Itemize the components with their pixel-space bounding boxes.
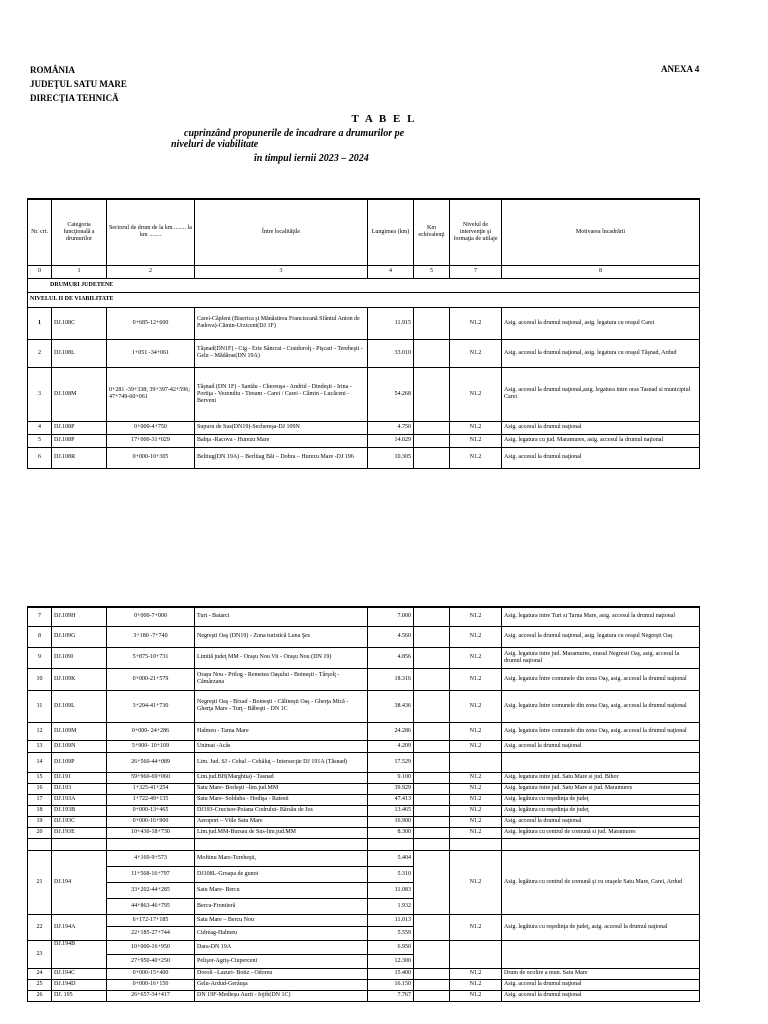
col-num-2: 2 — [107, 265, 195, 278]
cell-localities: Pelişor-Agriş-Ciuperceni — [195, 954, 368, 968]
institution-header — [30, 63, 127, 105]
cell-equivalent-km — [414, 783, 450, 794]
cell-nr: 6 — [28, 447, 52, 468]
cell-localities: Satu Mare- Bercu — [195, 882, 368, 898]
cell-nr: 7 — [28, 607, 52, 626]
cell-localities — [195, 838, 368, 850]
cell-category: DJ.193A — [52, 794, 107, 805]
cell-motivation — [502, 940, 700, 968]
table-row — [28, 421, 700, 434]
cell-level: N1.2 — [450, 740, 502, 752]
cell-localities: Tăşnad (DN 1F) - Santău - Chereuşa - Andrid - Dindeşti - Irina - Portiţa - Vezendiu - Tiream - Carei / Carei - Cămin - Lucăceni - Berveni — [195, 367, 368, 421]
cell-equivalent-km — [414, 914, 450, 940]
cell-localities: Dara-DN 19A — [195, 940, 368, 954]
table-row — [28, 722, 700, 740]
cell-level: N1.2 — [450, 968, 502, 979]
cell-localities: DJ193-Crucisor-Poiana Codrului- Bârsău de Jos — [195, 805, 368, 816]
cell-nr: 11 — [28, 690, 52, 722]
roads-table-part-2 — [27, 606, 700, 1002]
cell-nr: 13 — [28, 740, 52, 752]
cell-nr: 16 — [28, 783, 52, 794]
cell-level: N1.2 — [450, 647, 502, 668]
cell-category: DJ.108P — [52, 434, 107, 447]
cell-equivalent-km — [414, 772, 450, 783]
cell-nr: 17 — [28, 794, 52, 805]
cell-equivalent-km — [414, 805, 450, 816]
cell-equivalent-km — [414, 722, 450, 740]
cell-category: DJ.109H — [52, 607, 107, 626]
cell-level: N1.2 — [450, 772, 502, 783]
cell-length: 38.436 — [368, 690, 414, 722]
cell-level: N1.2 — [450, 783, 502, 794]
cell-motivation: Asig. accesul la drumul naţional, asig. legatura cu oraşul Negreşti Oaş — [502, 626, 700, 647]
cell-localities: Babţa -Racova - Hurezu Mare — [195, 434, 368, 447]
cell-nr: 8 — [28, 626, 52, 647]
cell-category: DJ.108C — [52, 307, 107, 339]
cell-sector: 0+000-16+900 — [107, 816, 195, 827]
col-header-nr: Nr. crt. — [28, 199, 52, 265]
cell-category — [52, 838, 107, 850]
table-row — [28, 816, 700, 827]
cell-category: DJ.109K — [52, 668, 107, 690]
cell-length: 17.529 — [368, 752, 414, 772]
cell-localities: DN 19F-Medieşu Aurit - Iojib(DN 1C) — [195, 990, 368, 1001]
cell-length: 4.209 — [368, 740, 414, 752]
cell-category: DJ.109N — [52, 740, 107, 752]
cell-category: DJ.194D — [52, 979, 107, 990]
cell-sector: 11+568-16+797 — [107, 866, 195, 882]
cell-localities: Gelu-Ardud-Gerăuşa — [195, 979, 368, 990]
col-num-0: 0 — [28, 265, 52, 278]
cell-length: 8.300 — [368, 827, 414, 838]
document-title: T A B E L — [351, 113, 417, 125]
cell-level — [450, 752, 502, 772]
col-header-category: Categoria funcţională a drumurilor — [52, 199, 107, 265]
cell-level: N1.2 — [450, 914, 502, 940]
header-country: ROMÂNIA — [30, 65, 75, 75]
cell-equivalent-km — [414, 740, 450, 752]
cell-sector: 10+000-16+950 — [107, 940, 195, 954]
cell-localities: Satu Mare – Bercu Nou — [195, 914, 368, 926]
cell-sector: 59+960-69+060 — [107, 772, 195, 783]
table-row — [28, 447, 700, 468]
cell-nr: 10 — [28, 668, 52, 690]
cell-length: 4.750 — [368, 421, 414, 434]
cell-level: N1.2 — [450, 816, 502, 827]
table-row — [28, 434, 700, 447]
title-line-3: în timpul iernii 2023 – 2024 — [254, 153, 369, 164]
cell-length: 14.029 — [368, 434, 414, 447]
cell-sector: 0+000-15+400 — [107, 968, 195, 979]
section-row-roads — [28, 278, 700, 292]
title-line-1: cuprinzând propunerile de încadrare a drumurilor pe — [184, 128, 405, 139]
cell-localities: Negreşti Oaş - Bixad - Boineşti - Călineşti Oaş - Gherţa Mică - Gherţa Mare - Turţ - Băbeşti - DN 1C — [195, 690, 368, 722]
cell-length: 4.856 — [368, 647, 414, 668]
cell-length: 33.010 — [368, 339, 414, 367]
cell-nr: 23 — [28, 940, 52, 968]
cell-localities: Carei-Căpleni (Biserica şi Mănăstirea Franciscană Sfântul Anton de Padova)-Cămin-Urziceni(DJ 1F) — [195, 307, 368, 339]
cell-nr: 26 — [28, 990, 52, 1001]
cell-category: DJ.194 — [52, 850, 107, 914]
cell-nr: 20 — [28, 827, 52, 838]
cell-sector: 27+950-40+250 — [107, 954, 195, 968]
cell-localities: Oraşu Nou - Prilog - Remetea Oaşului - Boineşti - Târşolţ - Cămârzana — [195, 668, 368, 690]
cell-nr: 5 — [28, 434, 52, 447]
cell-level: N1.2 — [450, 339, 502, 367]
cell-level: N1.2 — [450, 722, 502, 740]
header-county: JUDEŢUL SATU MARE — [30, 79, 127, 89]
cell-equivalent-km — [414, 968, 450, 979]
table-row — [28, 647, 700, 668]
cell-category: DJ.108L — [52, 339, 107, 367]
cell-motivation: Asig. accesul la drumul naţional — [502, 816, 700, 827]
roads-table-part-1 — [27, 198, 700, 469]
cell-length: 39.929 — [368, 783, 414, 794]
cell-sector: 5+900- 10+109 — [107, 740, 195, 752]
cell-category: DJ.191 — [52, 772, 107, 783]
cell-nr: 18 — [28, 805, 52, 816]
cell-localities: Doroli –Lazuri- Botiz - Odoreu — [195, 968, 368, 979]
cell-level: N1.2 — [450, 421, 502, 434]
cell-nr: 14 — [28, 752, 52, 772]
cell-equivalent-km — [414, 752, 450, 772]
table-row — [28, 990, 700, 1001]
table-body-part-2 — [28, 607, 700, 1001]
cell-motivation: Asig. legătura cu reşedinţa de judeţ — [502, 794, 700, 805]
cell-localities: Bercu-Frontieră — [195, 898, 368, 914]
cell-length: 16.150 — [368, 979, 414, 990]
cell-motivation: Asig. legatura între comunele din zona Oaş, asig. accesul la drumul naţional — [502, 668, 700, 690]
table-row — [28, 783, 700, 794]
section-viability-level: NIVELUL II DE VIABILITATE — [28, 292, 700, 307]
cell-localities: Negreşti Oaş (DN19) - Zona turistică Luna Şes — [195, 626, 368, 647]
cell-localities: Beltiug(DN 19A) – Berltiag Băi – Dobra – Hurezu Mare -DJ 196 — [195, 447, 368, 468]
cell-category: DJ.193 — [52, 783, 107, 794]
cell-level: N1.2 — [450, 367, 502, 421]
cell-localities: Satu Mare- Solduba - Hodişa - Ratesti — [195, 794, 368, 805]
table-row — [28, 794, 700, 805]
cell-equivalent-km — [414, 940, 450, 968]
cell-level: N1.2 — [450, 827, 502, 838]
cell-sector: 1+722-49+135 — [107, 794, 195, 805]
cell-motivation: Asig. accesul la drumul naţional, asig. legatura cu oraşul Tăşnad, Ardud — [502, 339, 700, 367]
cell-equivalent-km — [414, 607, 450, 626]
cell-equivalent-km — [414, 690, 450, 722]
cell-length: 7.767 — [368, 990, 414, 1001]
cell-category: DJ.109L — [52, 690, 107, 722]
table-row — [28, 914, 700, 926]
cell-sector: 26+560-44+089 — [107, 752, 195, 772]
col-header-equivalent-km: Km echivalenţi — [414, 199, 450, 265]
cell-equivalent-km — [414, 307, 450, 339]
cell-motivation: Asig. accesul la drumul naţional — [502, 979, 700, 990]
col-num-1: 1 — [52, 265, 107, 278]
cell-motivation: Asig. accesul la drumul naţional, asig. legatura cu oraşul Carei — [502, 307, 700, 339]
cell-equivalent-km — [414, 421, 450, 434]
col-header-localities: Între localităţile — [195, 199, 368, 265]
cell-level: N1.2 — [450, 607, 502, 626]
cell-equivalent-km — [414, 434, 450, 447]
cell-category: DJ.193E — [52, 827, 107, 838]
cell-motivation: Asig. legatura intre jud. Satu Mare si jud. Bihor — [502, 772, 700, 783]
cell-sector: 17+000-31+029 — [107, 434, 195, 447]
col-num-7: 7 — [450, 265, 502, 278]
cell-sector: 22+185-27+744 — [107, 926, 195, 940]
table-row — [28, 740, 700, 752]
cell-sector: 0+000-10+305 — [107, 447, 195, 468]
cell-localities: Lim.jud.MM-Bursau de Sus-lim.jud.MM — [195, 827, 368, 838]
cell-localities: Turt - Batarci — [195, 607, 368, 626]
cell-motivation: Asig. legătura cu centrul de comună si jud. Maramures — [502, 827, 700, 838]
cell-motivation — [502, 838, 700, 850]
cell-category: DJ.109G — [52, 626, 107, 647]
cell-length: 5.559 — [368, 926, 414, 940]
cell-motivation: Asig. legatura intre jud. Satu Mare si jud. Maramures — [502, 783, 700, 794]
table-header-row — [28, 199, 700, 265]
cell-motivation: Asig. legatura intre jud. Maramures, orasul Negresti Oaş, asig. accesul la drumul naţional — [502, 647, 700, 668]
cell-length: 11.013 — [368, 914, 414, 926]
table-row — [28, 805, 700, 816]
section-row-level — [28, 292, 700, 307]
col-num-8: 8 — [502, 265, 700, 278]
cell-category: DJ.108R — [52, 447, 107, 468]
cell-sector: 3+294-41+730 — [107, 690, 195, 722]
cell-motivation: Asig. legătura cu reşedinţa de judeţ, asig. accesul la drumul naţional — [502, 914, 700, 940]
cell-nr: 21 — [28, 850, 52, 914]
cell-sector: 0+000-4+750 — [107, 421, 195, 434]
cell-motivation: Asig. accesul la drumul naţional — [502, 447, 700, 468]
cell-sector: 0+685-12+600 — [107, 307, 195, 339]
table-row — [28, 979, 700, 990]
cell-equivalent-km — [414, 647, 450, 668]
cell-level: N1.2 — [450, 668, 502, 690]
cell-nr: 12 — [28, 722, 52, 740]
cell-sector: 0+281 -39+338; 39+397-42+596; 47+749-60+061 — [107, 367, 195, 421]
cell-sector — [107, 838, 195, 850]
cell-sector: 10+430-18+730 — [107, 827, 195, 838]
col-header-length: Lungimea (km) — [368, 199, 414, 265]
table-row — [28, 668, 700, 690]
cell-motivation: Asig. accesul la drumul naţional,asig. legatura intre oras Tasnad si municipiul Carei — [502, 367, 700, 421]
cell-sector: 0+000- 24+286 — [107, 722, 195, 740]
cell-motivation: Asig. accesul la drumul naţional — [502, 421, 700, 434]
col-num-5: 5 — [414, 265, 450, 278]
table-row — [28, 367, 700, 421]
cell-sector: 3+180 -7+740 — [107, 626, 195, 647]
section-county-roads: DRUMURI JUDETENE — [28, 278, 700, 292]
cell-length: 18.316 — [368, 668, 414, 690]
cell-level: N1.2 — [450, 805, 502, 816]
cell-category: DJ.194B — [52, 940, 107, 968]
cell-level — [450, 838, 502, 850]
cell-length: 11.915 — [368, 307, 414, 339]
cell-localities: DJ108L-Groapa de gunoi — [195, 866, 368, 882]
cell-category: DJ.194C — [52, 968, 107, 979]
cell-equivalent-km — [414, 990, 450, 1001]
table-row — [28, 968, 700, 979]
cell-equivalent-km — [414, 827, 450, 838]
cell-motivation: Drum de ocolire a mun. Satu Mare — [502, 968, 700, 979]
cell-category: DJ.109I — [52, 647, 107, 668]
column-number-row — [28, 265, 700, 278]
table-row — [28, 307, 700, 339]
header-department: DIRECŢIA TEHNICĂ — [30, 93, 119, 103]
cell-motivation: Asig. accesul la drumul naţional — [502, 990, 700, 1001]
table-row — [28, 838, 700, 850]
cell-nr: 15 — [28, 772, 52, 783]
cell-category: DJ.193B — [52, 805, 107, 816]
table-row — [28, 339, 700, 367]
cell-equivalent-km — [414, 339, 450, 367]
cell-category: DJ.108P — [52, 421, 107, 434]
cell-nr: 1 — [28, 307, 52, 339]
cell-motivation: Asig. legatura cu jud. Maramures, asig. accesul la drumul naţional — [502, 434, 700, 447]
cell-nr: 4 — [28, 421, 52, 434]
title-line-2: niveluri de viabilitate — [171, 139, 259, 150]
cell-localities: Supuru de Sus(DN19)-Sechereşa-DJ 109N — [195, 421, 368, 434]
cell-length: 5.310 — [368, 866, 414, 882]
cell-localities: Satu Mare- Borleşti –lim.jud.MM — [195, 783, 368, 794]
cell-localities: Lim. Jud. SJ - Cehal – Cehăluţ – Intersecţie DJ 191A (Tăsnad) — [195, 752, 368, 772]
cell-length: 11.083 — [368, 882, 414, 898]
cell-level: N1.2 — [450, 626, 502, 647]
table-row — [28, 850, 700, 866]
cell-length: 16.900 — [368, 816, 414, 827]
cell-localities: Tăşnad(DN1F) - Cig - Erie Sâncrai - Craidorolţ - Pişcari - Tereheşti - Gelu – Mădăras(DN 19A) — [195, 339, 368, 367]
cell-length: 6.950 — [368, 940, 414, 954]
cell-sector: 1+051 -34+061 — [107, 339, 195, 367]
cell-equivalent-km — [414, 979, 450, 990]
cell-level: N1.2 — [450, 979, 502, 990]
cell-equivalent-km — [414, 367, 450, 421]
cell-category: DJ.193C — [52, 816, 107, 827]
col-header-sector: Sectorul de drum de la km ........ la km ........ — [107, 199, 195, 265]
cell-length: 13.465 — [368, 805, 414, 816]
cell-motivation: Asig. accesul la drumul naţional — [502, 740, 700, 752]
table-row — [28, 752, 700, 772]
cell-category: DJ.108M — [52, 367, 107, 421]
col-header-intervention-level: Nivelul de intervenţie şi formaţia de utilaje — [450, 199, 502, 265]
cell-nr: 9 — [28, 647, 52, 668]
table-row — [28, 626, 700, 647]
cell-sector: 0+000-13+465 — [107, 805, 195, 816]
cell-length: 10.305 — [368, 447, 414, 468]
cell-length — [368, 838, 414, 850]
cell-equivalent-km — [414, 794, 450, 805]
cell-nr: 3 — [28, 367, 52, 421]
cell-level: N1.2 — [450, 794, 502, 805]
cell-sector: 6+172-17+185 — [107, 914, 195, 926]
cell-level: N1.2 — [450, 850, 502, 914]
cell-length: 1.932 — [368, 898, 414, 914]
cell-motivation: Asig. legătura cu reşedinţa de judeţ — [502, 805, 700, 816]
col-header-motivation: Motivarea încadrării — [502, 199, 700, 265]
table-row — [28, 607, 700, 626]
cell-nr: 2 — [28, 339, 52, 367]
cell-nr: 25 — [28, 979, 52, 990]
cell-length: 15.400 — [368, 968, 414, 979]
cell-localities: Aeroport – Viile Satu Mare — [195, 816, 368, 827]
cell-motivation: Asig. legatura între comunele din zona Oaş, asig. accesul la drumul naţional — [502, 722, 700, 740]
cell-localities: Moftinu Mare-Tereheşti, — [195, 850, 368, 866]
table-row — [28, 827, 700, 838]
cell-motivation — [502, 752, 700, 772]
cell-equivalent-km — [414, 838, 450, 850]
cell-localities: Lim.jud.BH(Marghita) - Tasnad — [195, 772, 368, 783]
col-num-3: 3 — [195, 265, 368, 278]
cell-level — [450, 940, 502, 968]
cell-length: 5.404 — [368, 850, 414, 866]
cell-level: N1.2 — [450, 690, 502, 722]
cell-length: 7.000 — [368, 607, 414, 626]
table-row — [28, 772, 700, 783]
cell-length: 9.100 — [368, 772, 414, 783]
cell-category: DJ.109P — [52, 752, 107, 772]
cell-level: N1.2 — [450, 434, 502, 447]
col-num-4: 4 — [368, 265, 414, 278]
cell-localities: Unimat -Acâs — [195, 740, 368, 752]
cell-level: N1.2 — [450, 447, 502, 468]
cell-sector: 26+657-34+417 — [107, 990, 195, 1001]
cell-sector: 33+202-44+285 — [107, 882, 195, 898]
cell-nr — [28, 838, 52, 850]
cell-sector: 0+000-16+150 — [107, 979, 195, 990]
cell-localities: Cidreag-Halmeu — [195, 926, 368, 940]
cell-equivalent-km — [414, 668, 450, 690]
cell-localities: Halmeu - Tarna Mare — [195, 722, 368, 740]
cell-sector: 4+169-9+573 — [107, 850, 195, 866]
cell-nr: 22 — [28, 914, 52, 940]
cell-category: DJ.194A — [52, 914, 107, 940]
annex-label: ANEXA 4 — [661, 64, 700, 74]
cell-length: 4.560 — [368, 626, 414, 647]
cell-length: 54.268 — [368, 367, 414, 421]
cell-sector: 5+875-10+731 — [107, 647, 195, 668]
cell-motivation: Asig. legatura între comunele din zona Oaş, asig. accesul la drumul naţional — [502, 690, 700, 722]
cell-nr: 24 — [28, 968, 52, 979]
cell-level: N1.2 — [450, 307, 502, 339]
cell-nr: 19 — [28, 816, 52, 827]
cell-sector: 1+325-41+254 — [107, 783, 195, 794]
cell-localities: Limită judeţ MM - Oraşu Nou Vii - Oraşu Nou (DN 19) — [195, 647, 368, 668]
table-row — [28, 690, 700, 722]
cell-sector: 0+000-7+000 — [107, 607, 195, 626]
cell-motivation: Asig. legătura cu centrul de comună şi cu oraşele Satu Mare, Carei, Ardud — [502, 850, 700, 914]
cell-level: N1.2 — [450, 990, 502, 1001]
cell-category: DJ.109M — [52, 722, 107, 740]
cell-sector: 0+000-21+579 — [107, 668, 195, 690]
cell-motivation: Asig. legatura intre Turt si Tarna Mare, asig. accesul la drumul naţional — [502, 607, 700, 626]
cell-length: 47.413 — [368, 794, 414, 805]
cell-equivalent-km — [414, 626, 450, 647]
cell-equivalent-km — [414, 816, 450, 827]
cell-sector: 44+863-46+795 — [107, 898, 195, 914]
cell-length: 24.286 — [368, 722, 414, 740]
cell-equivalent-km — [414, 447, 450, 468]
cell-length: 12.300 — [368, 954, 414, 968]
cell-category: DJ. 195 — [52, 990, 107, 1001]
table-row — [28, 940, 700, 954]
cell-equivalent-km — [414, 850, 450, 914]
